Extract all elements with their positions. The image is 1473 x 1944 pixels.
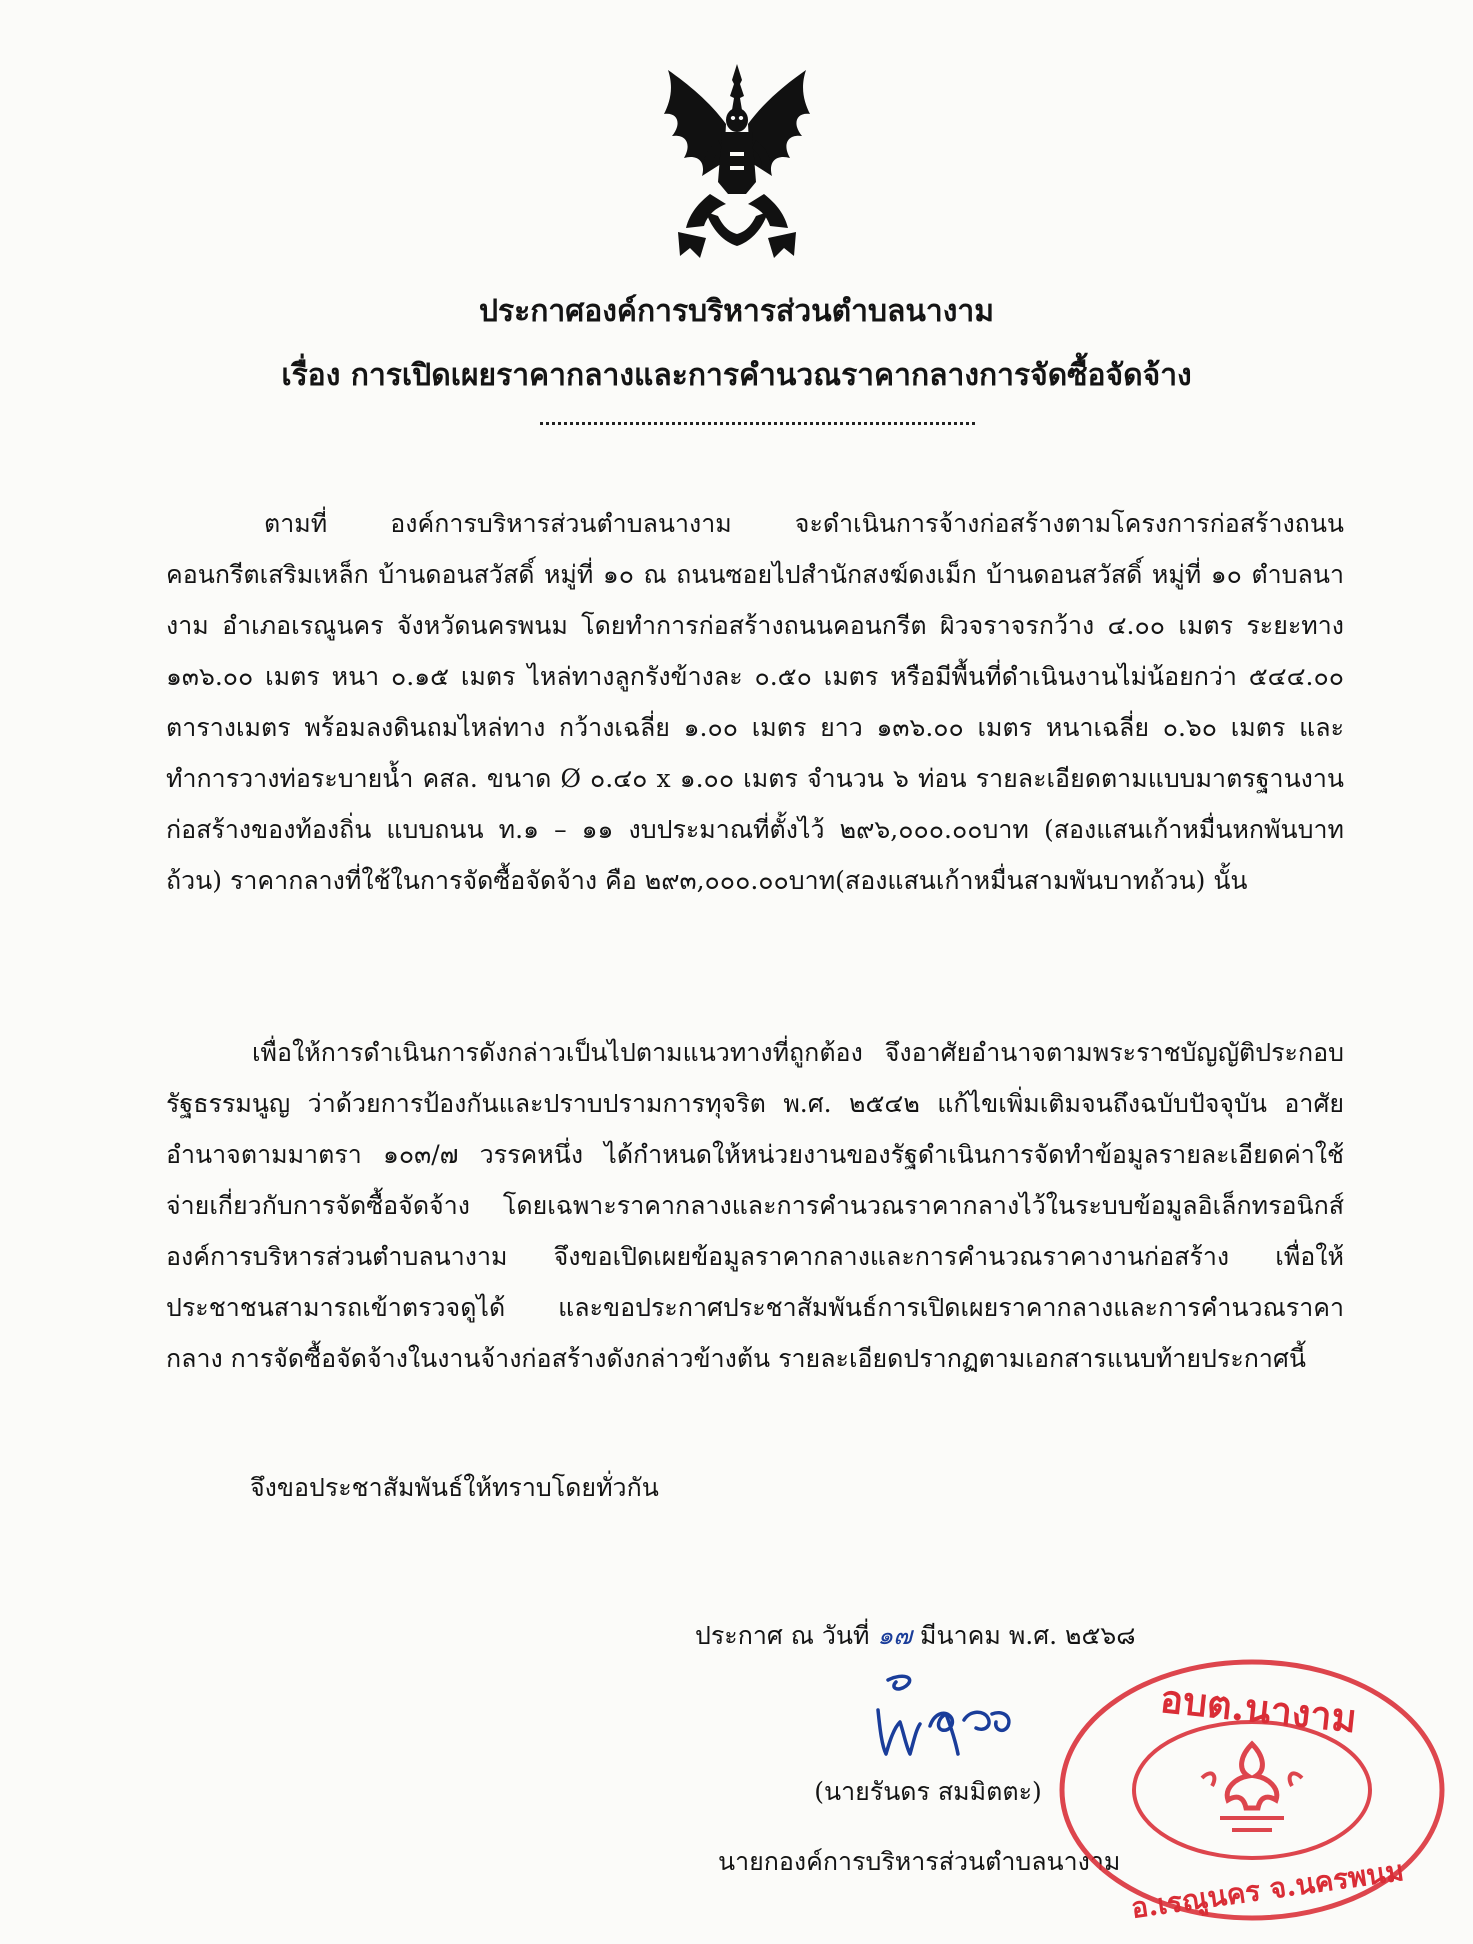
announcement-subject: เรื่อง การเปิดเผยราคากลางและการคำนวณราคากลางการจัดซื้อจัดจ้าง — [281, 358, 1192, 393]
body-paragraph-2: เพื่อให้การดำเนินการดังกล่าวเป็นไปตามแนวทางที่ถูกต้อง จึงอาศัยอำนาจตามพระราชบัญญัติประกอบรัฐธรรมนูญ ว่าด้วยการป้องกันและปราบปรามการทุจริต พ.ศ. ๒๕๔๒ แก้ไขเพิ่มเติมจนถึงฉบับปัจจุบัน อาศัยอำนาจตามมาตรา ๑๐๓/๗ วรรคหนึ่ง ได้กำหนดให้หน่วยงานของรัฐดำเนินการจัดทำข้อมูลรายละเอียดค่าใช้จ่ายเกี่ยวกับการจัดซื้อจัดจ้าง โดยเฉพาะราคากลางและการคำนวณราคากลางไว้ในระบบข้อมูลอิเล็กทรอนิกส์ องค์การบริหารส่วนตำบลนางาม จึงขอเปิดเผยข้อมูลราคากลางและการคำนวณราคางานก่อสร้าง เพื่อให้ประชาชนสามารถเข้าตรวจดูได้ และขอประกาศประชาสัมพันธ์การเปิดเผยราคากลางและการคำนวณราคากลาง การจัดซื้อจัดจ้างในงานจ้างก่อสร้างดังกล่าวข้างต้น รายละเอียดปรากฏตามเอกสารแนบท้ายประกาศนี้ — [166, 1038, 1344, 1373]
stamp-top-text: อบต.นางาม — [1158, 1675, 1359, 1742]
body-paragraph-1: ตามที่ องค์การบริหารส่วนตำบลนางาม จะดำเนินการจ้างก่อสร้างตามโครงการก่อสร้างถนนคอนกรีตเสริมเหล็ก บ้านดอนสวัสดิ์ หมู่ที่ ๑๐ ณ ถนนซอยไปสำนักสงฆ์ดงเม็ก บ้านดอนสวัสดิ์ หมู่ที่ ๑๐ ตำบลนางาม อำเภอเรณูนคร จังหวัดนครพนม โดยทำการก่อสร้างถนนคอนกรีต ผิวจราจรกว้าง ๔.๐๐ เมตร ระยะทาง ๑๓๖.๐๐ เมตร หนา ๐.๑๕ เมตร ไหล่ทางลูกรังข้างละ ๐.๕๐ เมตร หรือมีพื้นที่ดำเนินงานไม่น้อยกว่า ๕๔๔.๐๐ ตารางเมตร พร้อมลงดินถมไหล่ทาง กว้างเฉลี่ย ๑.๐๐ เมตร ยาว ๑๓๖.๐๐ เมตร หนาเฉลี่ย ๐.๖๐ เมตร และทำการวางท่อระบายน้ำ คสล. ขนาด Ø ๐.๔๐ x ๑.๐๐ เมตร จำนวน ๖ ท่อน รายละเอียดตามแบบมาตรฐานงานก่อสร้างของท้องถิ่น แบบถนน ท.๑ – ๑๑ งบประมาณที่ตั้งไว้ ๒๙๖,๐๐๐.๐๐บาท (สองแสนเก้าหมื่นหกพันบาทถ้วน) ราคากลางที่ใช้ในการจัดซื้อจัดจ้าง คือ ๒๙๓,๐๐๐.๐๐บาท(สองแสนเก้าหมื่นสามพันบาทถ้วน) นั้น — [166, 509, 1344, 895]
signer-name: (นายรันดร สมมิตตะ) — [814, 1777, 1042, 1806]
date-month: มีนาคม — [920, 1621, 1001, 1650]
dotted-divider — [540, 422, 975, 425]
garuda-emblem-icon — [660, 62, 814, 262]
stamp-bottom-text: อ.เรณูนคร จ.นครพนม — [1128, 1854, 1406, 1925]
handwritten-signature — [860, 1670, 1020, 1762]
closing-statement: จึงขอประชาสัมพันธ์ให้ทราบโดยทั่วกัน — [250, 1473, 659, 1502]
date-prefix: ประกาศ ณ วันที่ — [695, 1621, 870, 1650]
date-day: ๑๗ — [877, 1621, 913, 1650]
signer-position: นายกองค์การบริหารส่วนตำบลนางาม — [718, 1847, 1121, 1876]
announcement-title: ประกาศองค์การบริหารส่วนตำบลนางาม — [478, 294, 995, 329]
date-year: พ.ศ. ๒๕๖๘ — [1008, 1621, 1136, 1650]
